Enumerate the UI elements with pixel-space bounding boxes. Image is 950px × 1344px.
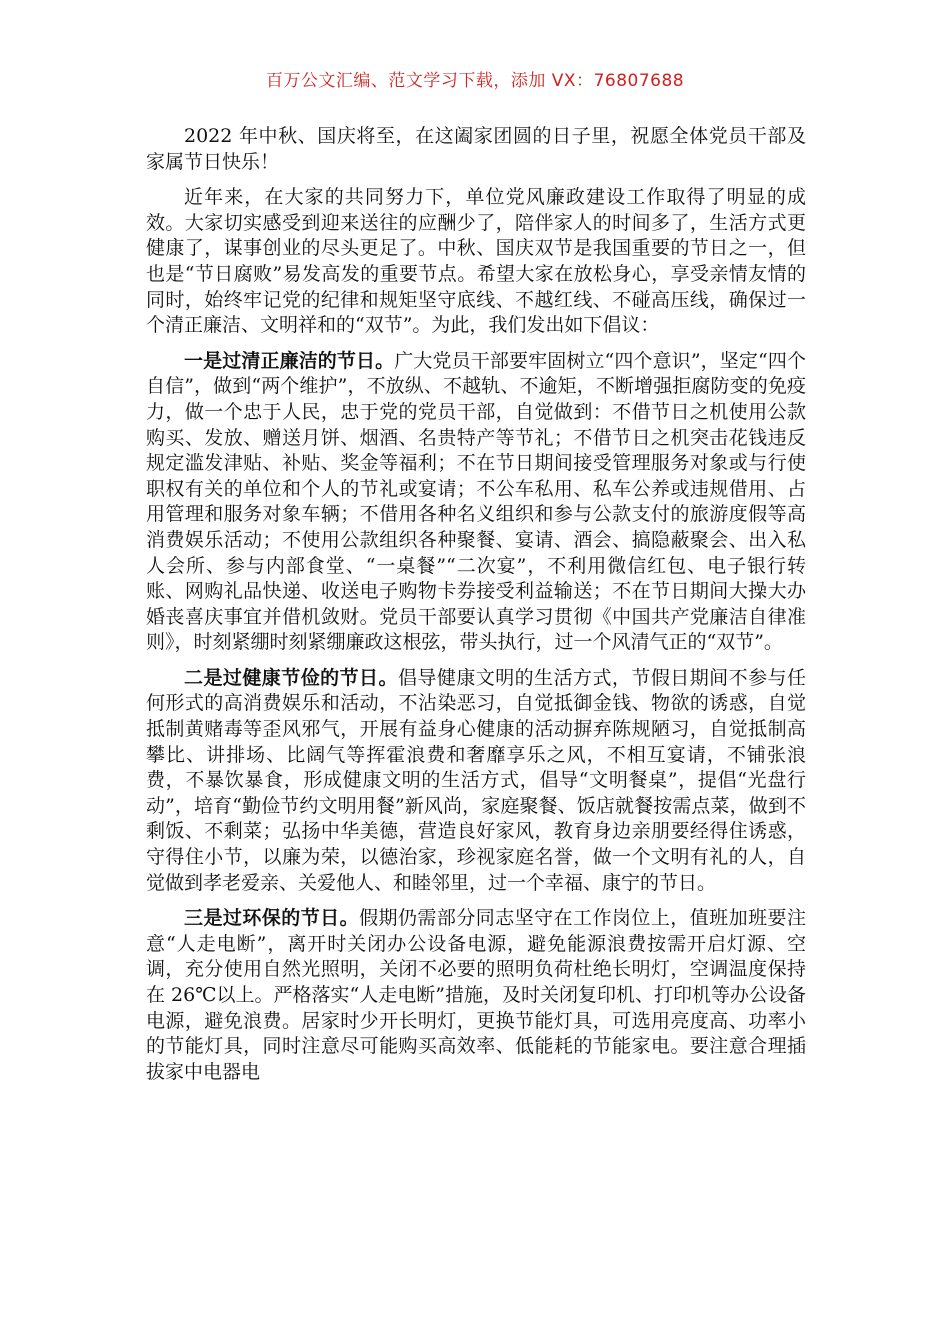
section-1-paragraph [146, 349, 806, 656]
document-body [146, 124, 806, 1093]
section-3-heading: 三是过环保的节日。 [184, 907, 360, 930]
background-paragraph: 近年来，在大家的共同努力下，单位党风廉政建设工作取得了明显的成效。大家切实感受到迎来送往的应酬少了，陪伴家人的时间多了，生活方式更健康了，谋事创业的尽头更足了。中秋、国庆双节是我国重要的节日之一，但也是“节日腐败”易发高发的重要节点。希望大家在放松身心，享受亲情友情的同时，始终牢记党的纪律和规矩坚守底线、不越红线、不碰高压线，确保过一个清正廉洁、文明祥和的“双节”。为此，我们发出如下倡议： [146, 186, 806, 337]
section-3-paragraph [146, 906, 806, 1085]
section-2-body: 倡导健康文明的生活方式，节假日期间不参与任何形式的高消费娱乐和活动，不沾染恶习，自觉抵御金钱、物欲的诱惑，自觉抵制黄赌毒等歪风邪气，开展有益身心健康的活动摒弃陈规陋习，自觉抵制高攀比、讲排场、比阔气等挥霍浪费和奢靡享乐之风，不相互宴请，不铺张浪费，不暴饮暴食，形成健康文明的生活方式，倡导“文明餐桌”，提倡“光盘行动”，培育“勤俭节约文明用餐”新风尚，家庭聚餐、饭店就餐按需点菜，做到不剩饭、不剩菜；弘扬中华美德，营造良好家风，教育身边亲朋要经得住诱惑，守得住小节，以廉为荣，以德治家，珍视家庭名誉，做一个文明有礼的人，自觉做到孝老爱亲、关爱他人、和睦邻里，过一个幸福、康宁的节日。 [146, 666, 806, 894]
section-2-heading: 二是过健康节俭的节日。 [184, 666, 398, 689]
header-watermark: 百万公文汇编、范文学习下载，添加 VX：76807688 [265, 71, 685, 91]
section-1-body: 广大党员干部要牢固树立“四个意识”，坚定“四个自信”，做到“两个维护”，不放纵、不越轨、不逾矩，不断增强拒腐防变的免疫力，做一个忠于人民，忠于党的党员干部，自觉做到：不借节日之机使用公款购买、发放、赠送月饼、烟酒、名贵特产等节礼；不借节日之机突击花钱违反规定滥发津贴、补贴、奖金等福利；不在节日期间接受管理服务对象或与行使职权有关的单位和个人的节礼或宴请；不公车私用、私车公养或违规借用、占用管理和服务对象车辆；不借用各种名义组织和参与公款支付的旅游度假等高消费娱乐活动；不使用公款组织各种聚餐、宴请、酒会、搞隐蔽聚会、出入私人会所、参与内部食堂、“一桌餐”“二次宴”，不利用微信红包、电子银行转账、网购礼品快递、收送电子购物卡券接受利益输送；不在节日期间大操大办婚丧喜庆事宜并借机敛财。党员干部要认真学习贯彻《中国共产党廉洁自律准则》，时刻紧绷时刻紧绷廉政这根弦，带头执行，过一个风清气正的“双节”。 [146, 349, 806, 654]
section-1-heading: 一是过清正廉洁的节日。 [184, 349, 395, 372]
intro-paragraph: 2022 年中秋、国庆将至，在这阖家团圆的日子里，祝愿全体党员干部及家属节日快乐！ [146, 125, 806, 173]
section-2-paragraph [146, 666, 806, 896]
section-3-body: 假期仍需部分同志坚守在工作岗位上，值班加班要注意“人走电断”，离开时关闭办公设备电源，避免能源浪费按需开启灯源、空调，充分使用自然光照明，关闭不必要的照明负荷杜绝长明灯，空调温度保持在 26℃以上。严格落实“人走电断”措施，及时关闭复印机、打印机等办公设备电源，避免浪费。居家时少开长明灯，更换节能灯具，可选用亮度高、功率小的节能灯具，同时注意尽可能购买高效率、低能耗的节能家电。要注意合理插拔家中电器电 [146, 907, 806, 1083]
